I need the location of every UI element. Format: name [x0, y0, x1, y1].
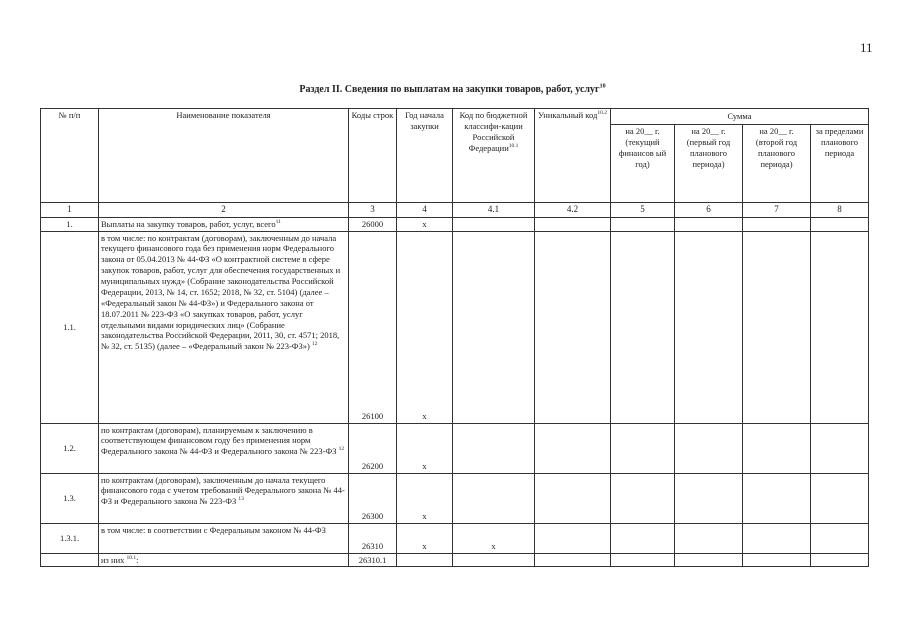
row-budget-code: x	[453, 523, 535, 553]
empty-cell	[535, 523, 611, 553]
empty-cell	[675, 473, 743, 523]
row-name	[99, 473, 349, 523]
row-code: 26310	[349, 523, 397, 553]
row-name-text: по контрактам (договорам), заключенным до начала текущего финансового года с учетом требований Федерального закона № 44-ФЗ и Федерального закона № 223-ФЗ	[101, 474, 345, 507]
row-year: x	[397, 423, 453, 473]
row-name: из них $^{10.1}$:	[99, 553, 349, 567]
row-budget-code	[453, 423, 535, 473]
section-title	[0, 84, 905, 95]
row-name-footnote: 13	[238, 496, 244, 503]
row-name-text: из них	[101, 554, 125, 565]
empty-cell	[811, 473, 869, 523]
empty-cell	[611, 473, 675, 523]
header-name: Наименование показателя	[99, 109, 349, 203]
empty-cell	[611, 523, 675, 553]
empty-cell	[675, 231, 743, 423]
row-name-footnote: 12	[311, 341, 318, 348]
row-code: 26310.1	[349, 553, 397, 567]
empty-cell	[743, 423, 811, 473]
row-name-text: по контрактам (договорам), планируемым к заключению в соответствующем финансовом году без применения норм Федерального закона № 44-ФЗ и Федерального закона № 223-ФЗ	[101, 424, 337, 457]
row-number: 1.1.	[41, 231, 99, 423]
header-codes: Коды строк	[349, 109, 397, 203]
empty-cell	[675, 523, 743, 553]
table-row	[41, 217, 869, 231]
row-name	[99, 423, 349, 473]
row-number: 1.2.	[41, 423, 99, 473]
header-unique-code-sup: 10.2	[597, 110, 607, 117]
column-number: 4	[397, 203, 453, 218]
column-number: 4.1	[453, 203, 535, 218]
header-sum-beyond-plan: за пределами планового периода	[811, 125, 869, 203]
row-name	[99, 231, 349, 423]
row-name-text: Выплаты на закупку товаров, работ, услуг, всего	[101, 218, 276, 229]
column-number: 7	[743, 203, 811, 218]
empty-cell	[611, 423, 675, 473]
table-row	[41, 423, 869, 473]
empty-cell	[811, 523, 869, 553]
empty-cell	[535, 231, 611, 423]
empty-cell	[811, 231, 869, 423]
row-year: x	[397, 523, 453, 553]
empty-cell	[535, 473, 611, 523]
column-number-row	[41, 203, 869, 218]
header-row-1	[41, 109, 869, 125]
payments-table	[40, 108, 869, 567]
header-unique-code	[535, 109, 611, 203]
row-budget-code	[453, 231, 535, 423]
column-number: 3	[349, 203, 397, 218]
empty-cell	[611, 231, 675, 423]
row-code: 26200	[349, 423, 397, 473]
section-title-text: Раздел II. Сведения по выплатам на закупки товаров, работ, услуг	[299, 84, 600, 95]
header-budget-code-text: Код по бюджетной классифи-кации Российской Федерации	[459, 110, 528, 153]
empty-cell	[675, 553, 743, 567]
header-budget-code-sup: 10.1	[508, 142, 519, 149]
page-number: 11	[860, 40, 873, 55]
empty-cell	[811, 217, 869, 231]
empty-cell	[811, 423, 869, 473]
header-sum-second-plan-year: на 20__ г. (второй год планового периода)	[743, 125, 811, 203]
empty-cell	[743, 231, 811, 423]
empty-cell	[743, 523, 811, 553]
row-number: 1.3.	[41, 473, 99, 523]
row-budget-code	[453, 473, 535, 523]
empty-cell	[743, 553, 811, 567]
row-year: x	[397, 231, 453, 423]
row-number: 1.	[41, 217, 99, 231]
row-year: x	[397, 217, 453, 231]
empty-cell	[675, 423, 743, 473]
row-budget-code	[453, 217, 535, 231]
header-sum-current-year: на 20__ г. (текущий финансов ый год)	[611, 125, 675, 203]
empty-cell	[811, 553, 869, 567]
row-name	[99, 523, 349, 553]
column-number: 2	[99, 203, 349, 218]
row-number	[41, 553, 99, 567]
row-name	[99, 217, 349, 231]
row-name-footnote: 10.1	[126, 554, 137, 561]
empty-cell	[535, 217, 611, 231]
empty-cell	[535, 423, 611, 473]
header-sum: Сумма	[611, 109, 869, 125]
header-budget-code	[453, 109, 535, 203]
empty-cell	[611, 553, 675, 567]
empty-cell	[611, 217, 675, 231]
header-num: № п/п	[41, 109, 99, 203]
row-budget-code	[453, 553, 535, 567]
header-sum-first-plan-year: на 20__ г. (первый год планового периода)	[675, 125, 743, 203]
table-row	[41, 231, 869, 423]
column-number: 1	[41, 203, 99, 218]
row-number: 1.3.1.	[41, 523, 99, 553]
table-row	[41, 523, 869, 553]
empty-cell	[743, 217, 811, 231]
row-code: 26100	[349, 231, 397, 423]
table-row	[41, 473, 869, 523]
row-year: x	[397, 473, 453, 523]
empty-cell	[743, 473, 811, 523]
table-row	[41, 553, 869, 567]
row-name-text: в том числе: по контрактам (договорам), заключенным до начала текущего финансового года без применения норм Федерального закона от 05.04.2013 № 44-ФЗ «О контрактной системе в сфере закупок товаров, работ, услуг для обеспечения государственных и муниципальных нужд» (Собрание законодательства Российской Федерации, 2013, № 14, ст. 1652; 2018, № 32, ст. 5104) (далее – «Федеральный закон № 44-ФЗ») и Федерального закона от 18.07.2011 № 223-ФЗ «О закупках товаров, работ, услуг отдельными видами юридических лиц» (Собрание законодательства Российской Федерации, 2011, 30, ст. 4571; 2018, № 32, ст. 5135) (далее – «Федеральный закон № 223-ФЗ»)	[101, 232, 341, 352]
row-year	[397, 553, 453, 567]
row-code: 26000	[349, 217, 397, 231]
row-name-footnote: 12	[338, 446, 345, 453]
column-number: 5	[611, 203, 675, 218]
empty-cell	[675, 217, 743, 231]
column-number: 6	[675, 203, 743, 218]
section-title-footnote: 10	[599, 83, 606, 90]
row-name-footnote: 11	[275, 218, 281, 225]
column-number: 8	[811, 203, 869, 218]
header-year: Год начала закупки	[397, 109, 453, 203]
row-name-text: в том числе: в соответствии с Федеральным законом № 44-ФЗ	[101, 524, 326, 535]
header-unique-code-text: Уникальный код	[538, 110, 598, 120]
empty-cell	[535, 553, 611, 567]
column-number: 4.2	[535, 203, 611, 218]
row-code: 26300	[349, 473, 397, 523]
